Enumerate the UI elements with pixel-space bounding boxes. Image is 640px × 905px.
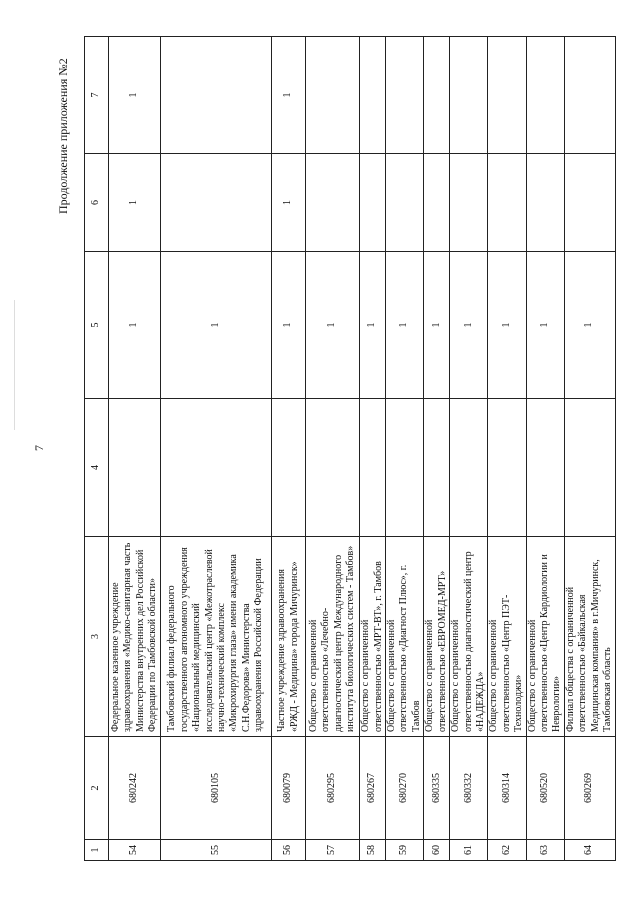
- cell-code: 680295: [306, 737, 360, 840]
- cell-c5: 1: [450, 252, 488, 399]
- table-row: [386, 37, 424, 861]
- cell-c6: [306, 154, 360, 252]
- cell-c7: [488, 37, 526, 154]
- page-number: 7: [32, 445, 46, 451]
- column-header-5: 5: [85, 252, 109, 399]
- cell-c5: 1: [360, 252, 386, 399]
- cell-name: Общество с ограниченной ответственностью «МРТ-ВТ», г. Тамбов: [360, 537, 386, 737]
- cell-c7: [360, 37, 386, 154]
- cell-c6: [526, 154, 564, 252]
- cell-c7: [386, 37, 424, 154]
- cell-c7: [564, 37, 615, 154]
- cell-name: Общество с ограниченной ответственностью «Центр ПЭТ-Технолоджи»: [488, 537, 526, 737]
- cell-c5: 1: [564, 252, 615, 399]
- cell-name: Общество с ограниченной ответственностью «Диагност Плюс», г. Тамбов: [386, 537, 424, 737]
- table-row: [488, 37, 526, 861]
- cell-code: 680105: [161, 737, 272, 840]
- cell-c6: [564, 154, 615, 252]
- column-header-4: 4: [85, 399, 109, 537]
- cell-c4: [488, 399, 526, 537]
- cell-c7: [526, 37, 564, 154]
- cell-n: 58: [360, 840, 386, 861]
- cell-c4: [360, 399, 386, 537]
- cell-name: Частное учреждение здравоохранения «РЖД - Медицина» города Мичуринск»: [272, 537, 306, 737]
- cell-c6: [360, 154, 386, 252]
- cell-c5: 1: [161, 252, 272, 399]
- cell-c5: 1: [526, 252, 564, 399]
- cell-c7: 1: [272, 37, 306, 154]
- cell-n: 64: [564, 840, 615, 861]
- cell-code: 680242: [109, 737, 161, 840]
- cell-c5: 1: [488, 252, 526, 399]
- cell-c7: [424, 37, 450, 154]
- cell-c4: [526, 399, 564, 537]
- cell-name: Общество с ограниченной ответственностью «ЕВРОМЕД-МРТ»: [424, 537, 450, 737]
- column-header-6: 6: [85, 154, 109, 252]
- cell-c5: 1: [272, 252, 306, 399]
- table-row: [450, 37, 488, 861]
- cell-n: 56: [272, 840, 306, 861]
- cell-c5: 1: [386, 252, 424, 399]
- scan-artifact: [14, 300, 15, 430]
- cell-name: Общество с ограниченной ответственностью «Центр Кардиологии и Неврологии»: [526, 537, 564, 737]
- cell-code: 680335: [424, 737, 450, 840]
- table-row: [306, 37, 360, 861]
- cell-c5: 1: [306, 252, 360, 399]
- cell-c4: [450, 399, 488, 537]
- cell-c6: [450, 154, 488, 252]
- cell-c7: 1: [109, 37, 161, 154]
- table-row: [564, 37, 615, 861]
- cell-n: 60: [424, 840, 450, 861]
- table-row: [272, 37, 306, 861]
- cell-c6: [488, 154, 526, 252]
- cell-n: 61: [450, 840, 488, 861]
- cell-c4: [109, 399, 161, 537]
- cell-c4: [306, 399, 360, 537]
- cell-c6: [161, 154, 272, 252]
- cell-c6: 1: [109, 154, 161, 252]
- column-header-7: 7: [85, 37, 109, 154]
- cell-c7: [450, 37, 488, 154]
- column-header-2: 2: [85, 737, 109, 840]
- table-row: [109, 37, 161, 861]
- table-row: [360, 37, 386, 861]
- cell-n: 62: [488, 840, 526, 861]
- appendix-label: Продолжение приложения №2: [56, 58, 70, 214]
- cell-name: Тамбовский филиал федерального государственного автономного учреждения «Национальный медицинский исследовательский центр «Межотраслевой научно-технический комплекс «Микрохирургия глаза» имени академика С.Н.Федорова» Министерства здравоохранения Российской Федерации: [161, 537, 272, 737]
- column-header-1: 1: [85, 840, 109, 861]
- cell-name: Федеральное казенное учреждение здравоохранения «Медико-санитарная часть Министерства внутренних дел Российской Федерации по Тамбовской области»: [109, 537, 161, 737]
- cell-c4: [272, 399, 306, 537]
- cell-name: Общество с ограниченной ответственностью «Лечебно-диагностический центр Международного института биологических систем - Тамбов»: [306, 537, 360, 737]
- cell-c6: 1: [272, 154, 306, 252]
- cell-c4: [161, 399, 272, 537]
- cell-code: 680332: [450, 737, 488, 840]
- cell-code: 680520: [526, 737, 564, 840]
- column-header-3: 3: [85, 537, 109, 737]
- table-row: [161, 37, 272, 861]
- cell-n: 54: [109, 840, 161, 861]
- table-row: [526, 37, 564, 861]
- cell-code: 680314: [488, 737, 526, 840]
- cell-c4: [424, 399, 450, 537]
- cell-c7: [306, 37, 360, 154]
- cell-code: 680079: [272, 737, 306, 840]
- cell-c7: [161, 37, 272, 154]
- cell-c4: [386, 399, 424, 537]
- table-header-row: [85, 37, 109, 861]
- cell-name: Филиал общества с ограниченной ответственностью «Байкальская Медицинская компания» в г.Мичуринск, Тамбовская область: [564, 537, 615, 737]
- cell-n: 57: [306, 840, 360, 861]
- table-row: [424, 37, 450, 861]
- cell-n: 55: [161, 840, 272, 861]
- table-body: [109, 37, 616, 861]
- cell-c4: [564, 399, 615, 537]
- cell-c5: 1: [109, 252, 161, 399]
- cell-n: 59: [386, 840, 424, 861]
- institutions-table: [84, 36, 616, 861]
- rotated-table-wrapper: [84, 37, 614, 861]
- cell-c6: [424, 154, 450, 252]
- cell-name: Общество с ограниченной ответственностью диагностический центр «НАДЕЖДА»: [450, 537, 488, 737]
- cell-n: 63: [526, 840, 564, 861]
- cell-c6: [386, 154, 424, 252]
- cell-code: 680270: [386, 737, 424, 840]
- cell-c5: 1: [424, 252, 450, 399]
- cell-code: 680269: [564, 737, 615, 840]
- cell-code: 680267: [360, 737, 386, 840]
